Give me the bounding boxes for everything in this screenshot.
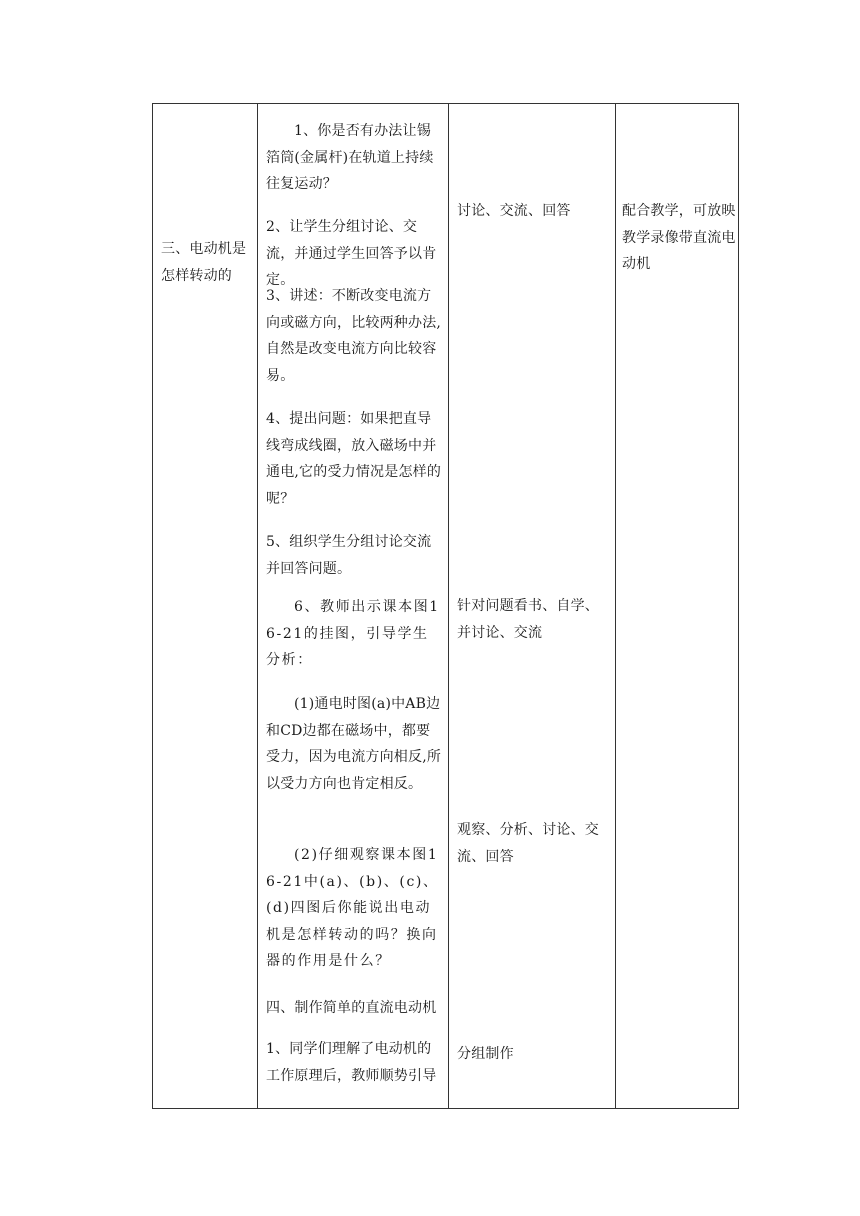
section-cell [153,104,258,1109]
teacher-substep-1: (1)通电时图(a)中AB边和CD边都在磁场中，都要受力，因为电流方向相反,所以受力方向也肯定相反。 [266,696,442,792]
media-notes: 配合教学，可放映教学录像带直流电动机 [622,203,736,272]
teacher-step-6: 6、教师出示课本图16-21的挂图，引导学生分析： [266,599,440,668]
teacher-step-7: 1、同学们理解了电动机的工作原理后，教师顺势引导 [266,1041,437,1084]
media-notes-cell [616,104,739,1109]
teacher-step-4: 4、提出问题：如果把直导线弯成线圈，放入磁场中并通电,它的受力情况是怎样的呢？ [266,411,442,507]
table-row [153,104,739,1109]
teacher-substep-2: (2)仔细观察课本图16-21中(a)、(b)、(c)、(d)四图后你能说出电动机是怎样转动的吗？换向器的作用是什么？ [266,847,439,969]
student-activity-3: 观察、分析、讨论、交流、回答 [457,822,599,865]
section-four-title: 四、制作简单的直流电动机 [266,1000,437,1016]
lesson-plan-table [152,103,739,1109]
section-title: 三、电动机是怎样转动的 [161,241,247,284]
teacher-step-2: 2、让学生分组讨论、交流，并通过学生回答予以肯定。 [266,219,437,288]
teacher-step-3: 3、讲述：不断改变电流方向或磁方向，比较两种办法,自然是改变电流方向比较容易。 [266,288,442,384]
teacher-step-5: 5、组织学生分组讨论交流并回答问题。 [266,534,432,577]
student-activity-2: 针对问题看书、自学、并讨论、交流 [457,598,599,641]
student-activity-1: 讨论、交流、回答 [457,203,571,219]
student-activity-4: 分组制作 [457,1046,514,1062]
teacher-step-1: 1、你是否有办法让锡箔筒(金属杆)在轨道上持续往复运动？ [266,123,434,192]
student-activity-cell [449,104,616,1109]
teacher-activity-cell [258,104,449,1109]
